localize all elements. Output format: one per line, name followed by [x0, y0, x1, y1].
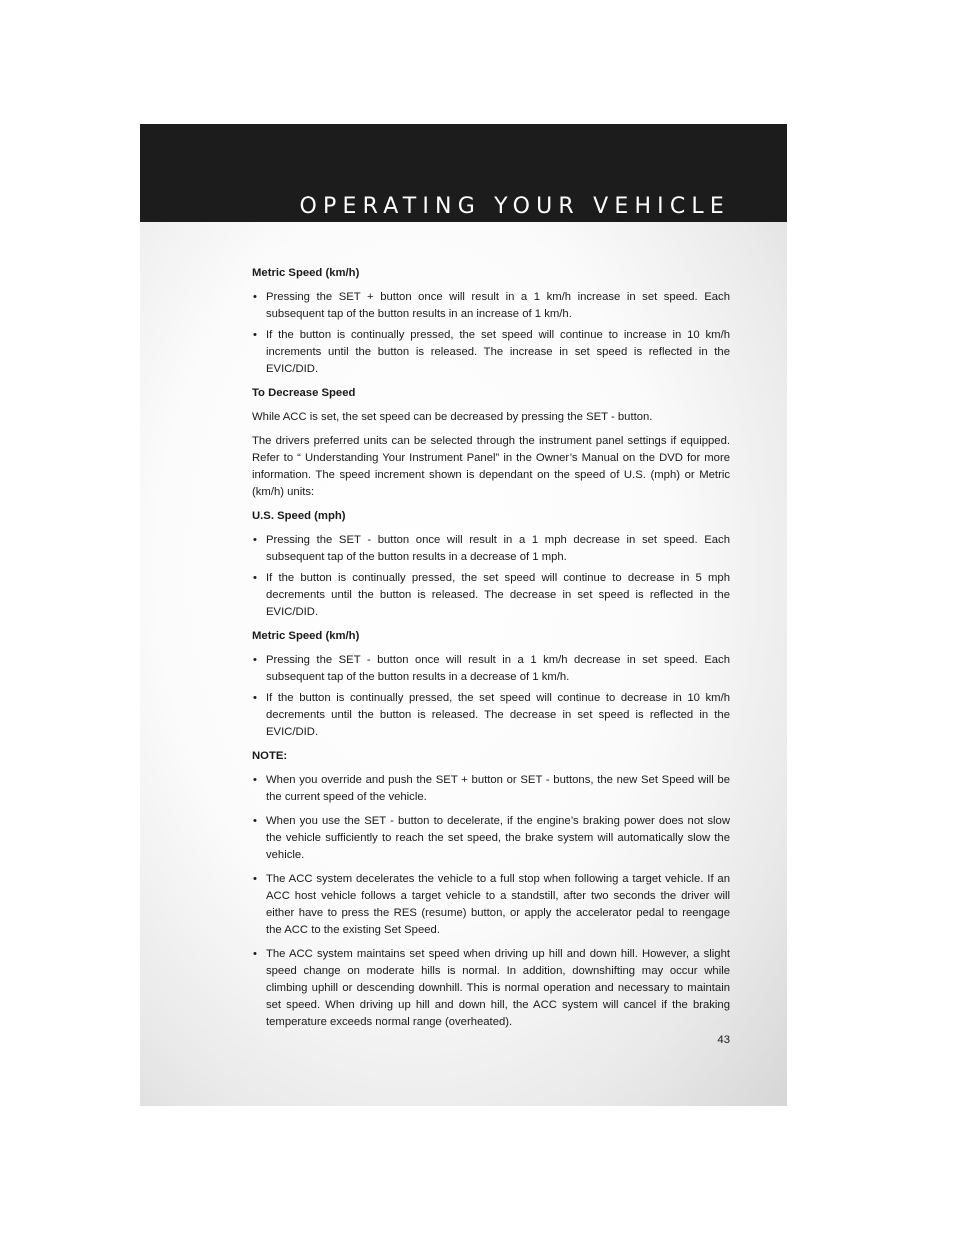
- list-item: • The ACC system maintains set speed when driving up hill and down hill. However, a slight speed change on moderate hills is normal. In addition, downshifting may occur while climbing uphill or descending downhill. This is normal operation and necessary to maintain set speed. When driving up hill and down hill, the ACC system will cancel if the braking temperature exceeds normal range (overheated).: [252, 946, 730, 1031]
- list-item: • If the button is continually pressed, the set speed will continue to increase in 10 km/h increments until the button is released. The increase in set speed is reflected in the EVIC/DID.: [252, 327, 730, 378]
- heading-metric-speed-decrease: Metric Speed (km/h): [252, 630, 360, 642]
- heading-us-speed: U.S. Speed (mph): [252, 510, 346, 522]
- page-content: [252, 265, 730, 1038]
- metric-increase-list: [252, 289, 730, 378]
- list-item: • If the button is continually pressed, the set speed will continue to decrease in 10 km/h decrements until the button is released. The decrease in set speed is reflected in the EVIC/DID.: [252, 690, 730, 741]
- heading-metric-speed-increase: Metric Speed (km/h): [252, 267, 360, 279]
- list-item: • Pressing the SET + button once will result in a 1 km/h increase in set speed. Each subsequent tap of the button results in an increase of 1 km/h.: [252, 289, 730, 323]
- note-list: [252, 772, 730, 1031]
- page-number: 43: [717, 1034, 730, 1046]
- section-title: OPERATING YOUR VEHICLE: [299, 194, 730, 219]
- us-speed-list: [252, 532, 730, 621]
- heading-note: NOTE:: [252, 750, 288, 762]
- list-item: • When you use the SET - button to decelerate, if the engine’s braking power does not slow the vehicle sufficiently to reach the set speed, the brake system will automatically slow the vehicle.: [252, 813, 730, 864]
- list-item: • If the button is continually pressed, the set speed will continue to decrease in 5 mph decrements until the button is released. The decrease in set speed is reflected in the EVIC/DID.: [252, 570, 730, 621]
- list-item: • The ACC system decelerates the vehicle to a full stop when following a target vehicle. If an ACC host vehicle follows a target vehicle to a standstill, after two seconds the driver will either have to press the RES (resume) button, or apply the accelerator pedal to reengage the ACC to the existing Set Speed.: [252, 871, 730, 939]
- section-header-bar: [140, 124, 787, 222]
- metric-decrease-list: [252, 652, 730, 741]
- heading-decrease-speed: To Decrease Speed: [252, 387, 356, 399]
- list-item: • Pressing the SET - button once will result in a 1 mph decrease in set speed. Each subsequent tap of the button results in a decrease of 1 mph.: [252, 532, 730, 566]
- list-item: • Pressing the SET - button once will result in a 1 km/h decrease in set speed. Each subsequent tap of the button results in a decrease of 1 km/h.: [252, 652, 730, 686]
- paragraph-units-info: The drivers preferred units can be selected through the instrument panel settings if equipped. Refer to “ Understanding Your Instrument Panel” in the Owner’s Manual on the DVD for more information. The speed increment shown is dependant on the speed of U.S. (mph) or Metric (km/h) units:: [252, 435, 730, 498]
- paragraph-decrease-intro: While ACC is set, the set speed can be decreased by pressing the SET - button.: [252, 411, 653, 423]
- list-item: • When you override and push the SET + button or SET - buttons, the new Set Speed will be the current speed of the vehicle.: [252, 772, 730, 806]
